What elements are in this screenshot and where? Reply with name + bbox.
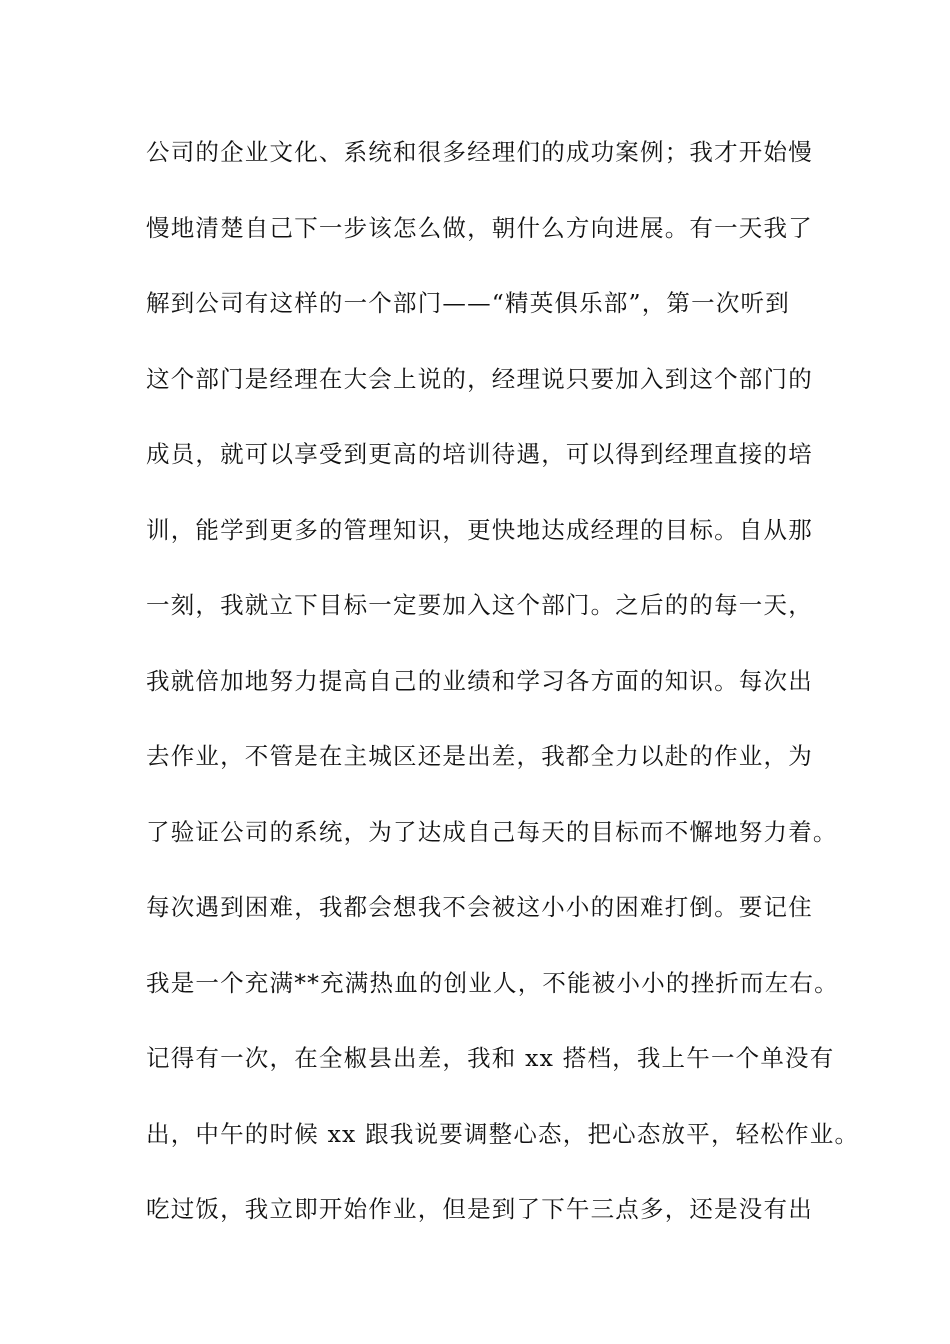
text-line: 训，能学到更多的管理知识，更快地达成经理的目标。自从那 — [146, 515, 813, 544]
text-line: 慢地清楚自己下一步该怎么做，朝什么方向进展。有一天我了 — [146, 213, 813, 242]
text-line: 我是一个充满**充满热血的创业人，不能被小小的挫折而左右。 — [146, 968, 839, 997]
text-line: 去作业，不管是在主城区还是出差，我都全力以赴的作业，为 — [146, 742, 813, 770]
body-text — [146, 124, 860, 1257]
text-line: 记得有一次，在全椒县出差，我和 xx 搭档，我上午一个单没有 — [146, 1044, 835, 1072]
text-line: 一刻，我就立下目标一定要加入这个部门。之后的的每一天， — [146, 591, 813, 619]
text-line: 成员，就可以享受到更高的培训待遇，可以得到经理直接的培 — [146, 440, 813, 468]
text-line: 我就倍加地努力提高自己的业绩和学习各方面的知识。每次出 — [146, 666, 813, 695]
text-line: 这个部门是经理在大会上说的，经理说只要加入到这个部门的 — [146, 364, 813, 393]
text-line: 吃过饭，我立即开始作业，但是到了下午三点多，还是没有出 — [146, 1195, 813, 1223]
text-line: 出，中午的时候 xx 跟我说要调整心态，把心态放平，轻松作业。 — [146, 1119, 860, 1148]
text-line: 每次遇到困难，我都会想我不会被这小小的困难打倒。要记住 — [146, 893, 813, 921]
text-line: 解到公司有这样的一个部门——“精英俱乐部”，第一次听到 — [146, 289, 790, 317]
text-line: 公司的企业文化、系统和很多经理们的成功案例；我才开始慢 — [146, 138, 813, 166]
text-line: 了验证公司的系统，为了达成自己每天的目标而不懈地努力着。 — [146, 817, 838, 846]
